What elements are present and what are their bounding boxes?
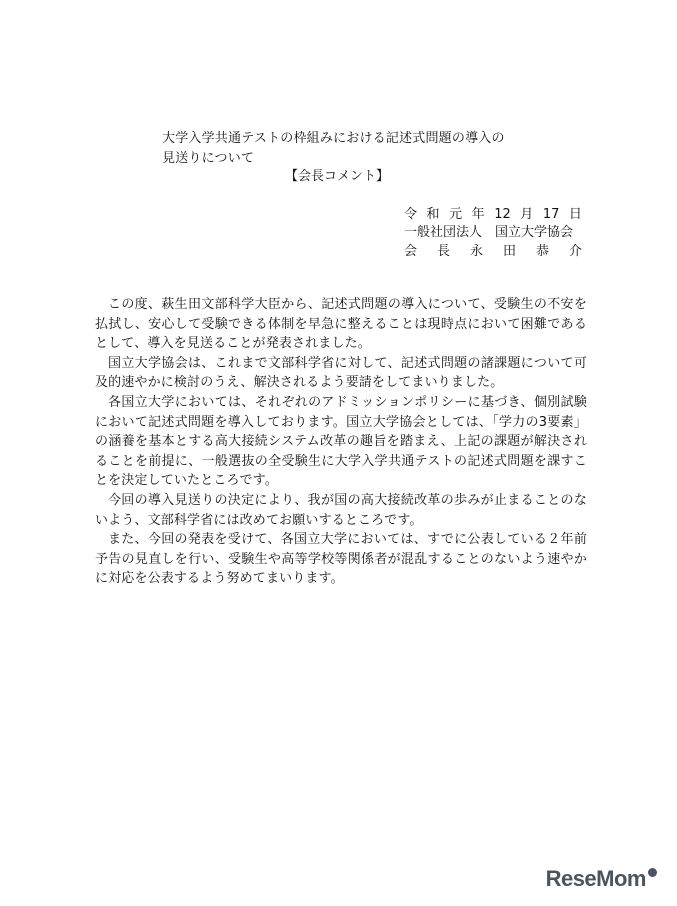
date-part: 元 xyxy=(449,207,463,222)
date-part: 12 xyxy=(494,207,511,222)
body-paragraph: 国立大学協会は、これまで文部科学省に対して、記述式問題の諸課題について可及的速やかに検討のうえ、解決されるよう要請をしてまいりました。 xyxy=(95,355,587,391)
date-part: 年 xyxy=(471,207,485,222)
document-title-line-1: 大学入学共通テストの枠組みにおける記述式問題の導入の xyxy=(162,131,505,146)
body-paragraph: 今回の導入見送りの決定により、我が国の高大接続改革の歩みが止まることのないよう、文部科学省には改めてお願いするところです。 xyxy=(95,492,587,528)
signature-date xyxy=(404,205,582,225)
date-part: 17 xyxy=(542,207,560,222)
resemom-watermark-logo xyxy=(546,866,657,892)
watermark-text: ReseMom xyxy=(545,866,646,891)
president-part: 介 xyxy=(568,244,582,259)
date-part: 月 xyxy=(520,207,534,222)
document-body xyxy=(95,295,587,589)
president-part: 永 xyxy=(469,244,483,259)
body-paragraph: 各国立大学においては、それぞれのアドミッションポリシーに基づき、個別試験において記述式問題を導入しております。国立大学協会としては、「学力の3要素」の涵養を基本とする高大接続システム改革の趣旨を踏まえ、上記の課題が解決されることを前提に、一般選抜の全受験生に大学入学共通テストの記述式問題を課すことを決定していたところです。 xyxy=(95,394,587,489)
watermark-dot-icon xyxy=(648,868,657,877)
date-part: 和 xyxy=(426,207,440,222)
body-paragraph: この度、萩生田文部科学大臣から、記述式問題の導入について、受験生の不安を払拭し、安心して受験できる体制を早急に整えることは現時点において困難であるとして、導入を見送ることが発表されました。 xyxy=(95,297,587,352)
body-paragraph: また、今回の発表を受けて、各国立大学においては、すでに公表している２年前予告の見直しを行い、受験生や高等学校等関係者が混乱することのないよう速やかに対応を公表するよう努めてまいります。 xyxy=(95,532,587,587)
president-part: 恭 xyxy=(535,244,549,259)
date-part: 日 xyxy=(568,207,582,222)
document-subtitle: 【会長コメント】 xyxy=(285,169,390,184)
document-title-line-2: 見送りについて xyxy=(162,151,255,166)
president-part: 長 xyxy=(436,244,450,259)
date-part: 令 xyxy=(404,207,418,222)
president-part: 会 xyxy=(404,244,418,259)
signature-president xyxy=(404,242,582,262)
president-part: 田 xyxy=(502,244,516,259)
signature-organization: 一般社団法人 国立大学協会 xyxy=(404,225,574,240)
